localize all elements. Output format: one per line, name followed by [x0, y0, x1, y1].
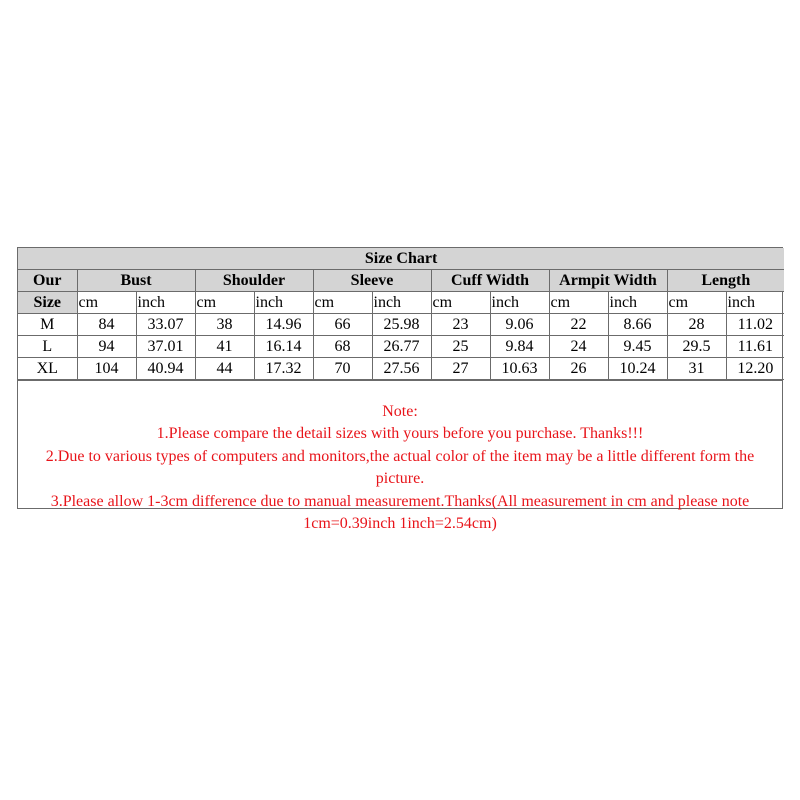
unit-cm: cm	[549, 292, 608, 314]
unit-cm: cm	[431, 292, 490, 314]
unit-inch: inch	[372, 292, 431, 314]
value-cell: 9.84	[490, 336, 549, 358]
measure-header: Cuff Width	[431, 270, 549, 292]
note-line-3: 3.Please allow 1-3cm difference due to manual measurement.Thanks(All measurement in cm and please note 1cm=0.39inch 1inch=2.54cm)	[50, 492, 750, 533]
value-cell: 9.06	[490, 314, 549, 336]
measure-header: Armpit Width	[549, 270, 667, 292]
value-cell: 33.07	[136, 314, 195, 336]
value-cell: 28	[667, 314, 726, 336]
value-cell: 40.94	[136, 358, 195, 380]
size-chart-table	[18, 248, 784, 380]
value-cell: 14.96	[254, 314, 313, 336]
value-cell: 68	[313, 336, 372, 358]
value-cell: 27	[431, 358, 490, 380]
measure-header: Length	[667, 270, 784, 292]
note-line-2: 2.Due to various types of computers and monitors,the actual color of the item may be a little different form the picture.	[45, 447, 755, 488]
note-line-1: 1.Please compare the detail sizes with yours before you purchase. Thanks!!!	[156, 425, 644, 443]
our-label: Our	[18, 270, 77, 292]
value-cell: 84	[77, 314, 136, 336]
size-cell: XL	[18, 358, 77, 380]
size-cell: M	[18, 314, 77, 336]
table-row	[18, 358, 784, 380]
unit-cm: cm	[195, 292, 254, 314]
unit-cm: cm	[313, 292, 372, 314]
value-cell: 41	[195, 336, 254, 358]
value-cell: 27.56	[372, 358, 431, 380]
chart-title: Size Chart	[18, 248, 784, 270]
note-heading: Note:	[382, 403, 418, 420]
value-cell: 66	[313, 314, 372, 336]
measure-header-row	[18, 270, 784, 292]
notes-section	[18, 380, 782, 533]
measure-header: Shoulder	[195, 270, 313, 292]
unit-cm: cm	[667, 292, 726, 314]
value-cell: 37.01	[136, 336, 195, 358]
unit-inch: inch	[608, 292, 667, 314]
unit-header-row	[18, 292, 784, 314]
value-cell: 9.45	[608, 336, 667, 358]
table-row	[18, 314, 784, 336]
measure-header: Bust	[77, 270, 195, 292]
table-row	[18, 336, 784, 358]
value-cell: 29.5	[667, 336, 726, 358]
size-chart-body	[18, 248, 784, 380]
value-cell: 70	[313, 358, 372, 380]
value-cell: 26	[549, 358, 608, 380]
value-cell: 26.77	[372, 336, 431, 358]
value-cell: 94	[77, 336, 136, 358]
value-cell: 17.32	[254, 358, 313, 380]
value-cell: 10.24	[608, 358, 667, 380]
value-cell: 25	[431, 336, 490, 358]
value-cell: 10.63	[490, 358, 549, 380]
value-cell: 23	[431, 314, 490, 336]
value-cell: 24	[549, 336, 608, 358]
unit-inch: inch	[726, 292, 784, 314]
value-cell: 38	[195, 314, 254, 336]
value-cell: 104	[77, 358, 136, 380]
value-cell: 11.61	[726, 336, 784, 358]
unit-inch: inch	[136, 292, 195, 314]
value-cell: 25.98	[372, 314, 431, 336]
value-cell: 8.66	[608, 314, 667, 336]
unit-inch: inch	[490, 292, 549, 314]
value-cell: 31	[667, 358, 726, 380]
value-cell: 16.14	[254, 336, 313, 358]
measure-header: Sleeve	[313, 270, 431, 292]
size-label: Size	[18, 292, 77, 314]
title-row	[18, 248, 784, 270]
unit-cm: cm	[77, 292, 136, 314]
unit-inch: inch	[254, 292, 313, 314]
value-cell: 12.20	[726, 358, 784, 380]
size-chart-sheet	[17, 247, 783, 533]
value-cell: 44	[195, 358, 254, 380]
value-cell: 11.02	[726, 314, 784, 336]
value-cell: 22	[549, 314, 608, 336]
size-cell: L	[18, 336, 77, 358]
